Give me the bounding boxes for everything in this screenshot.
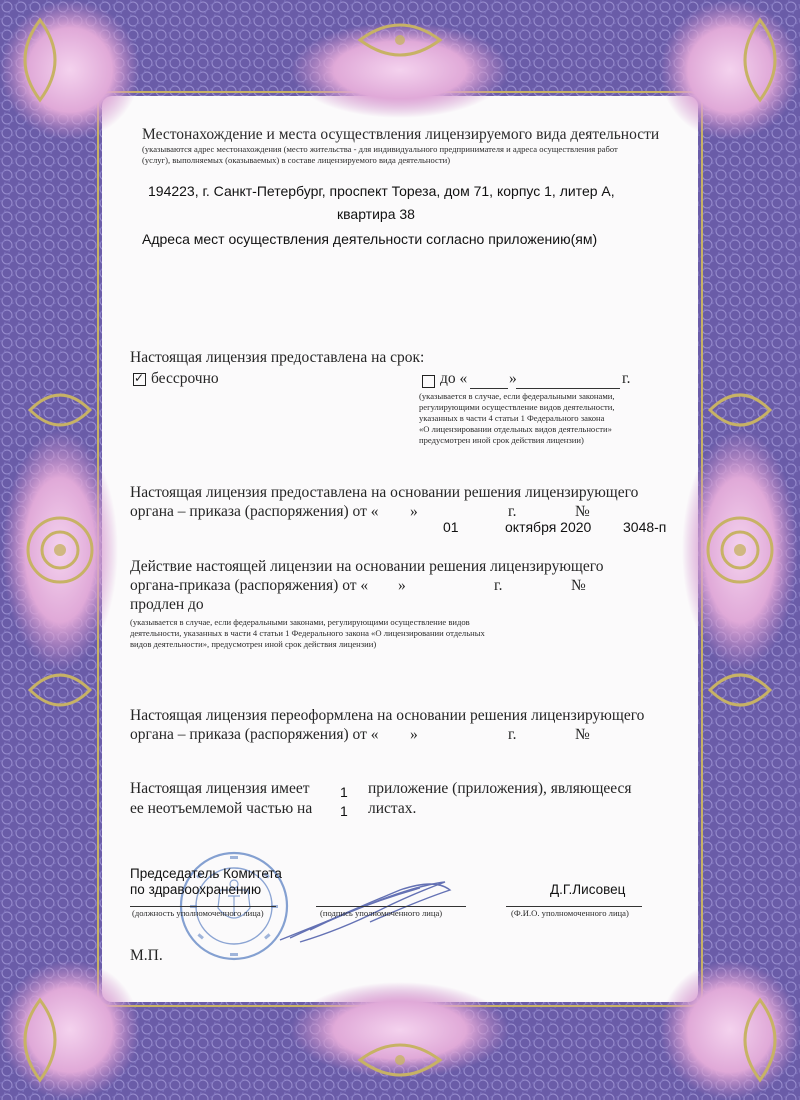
address-line-1: 194223, г. Санкт-Петербург, проспект Тореза, дом 71, корпус 1, литер А, bbox=[148, 183, 615, 199]
extend-note-3: видов деятельности», предусмотрен иной срок действия лицензии) bbox=[130, 639, 377, 649]
signer-name: Д.Г.Лисовец bbox=[550, 882, 626, 897]
extend-line-1: Действие настоящей лицензии на основании решения лицензирующего bbox=[130, 558, 604, 575]
extend-note-2: деятельности, указанных в части 4 статьи 1 Федерального закона «О лицензировании отдельных bbox=[130, 628, 485, 638]
caption-position: (должность уполномоченного лица) bbox=[132, 908, 264, 918]
term-note-5: предусмотрен иной срок действия лицензии) bbox=[419, 435, 584, 445]
extend-line-3: продлен до bbox=[130, 596, 204, 613]
caption-signature: (подпись уполномоченного лица) bbox=[320, 908, 443, 918]
term-note-3: указанных в части 4 статьи 1 Федерального закона bbox=[419, 413, 605, 423]
caption-name: (Ф.И.О. уполномоченного лица) bbox=[511, 908, 629, 918]
term-note-2: регулирующими осуществление видов деятельности, bbox=[419, 402, 615, 412]
name-line bbox=[506, 906, 642, 907]
annex-line-2a: ее неотъемлемой частью на bbox=[130, 800, 313, 817]
basis-line-2: органа – приказа (распоряжения) от « bbox=[130, 503, 379, 520]
reissue-quote-close: » bbox=[410, 726, 418, 743]
term-until-prefix: до « bbox=[440, 370, 468, 387]
basis-line-1: Настоящая лицензия предоставлена на основании решения лицензирующего bbox=[130, 484, 639, 501]
reissue-g: г. bbox=[508, 726, 517, 743]
signer-title-2: по здравоохранению bbox=[130, 882, 262, 897]
annex-count: 1 bbox=[340, 784, 348, 800]
term-note-1: (указывается в случае, если федеральными законами, bbox=[419, 391, 615, 401]
term-note-4: «О лицензировании отдельных видов деятельности» bbox=[419, 424, 612, 434]
check-icon: ✓ bbox=[134, 371, 145, 385]
annex-sheets: 1 bbox=[340, 803, 348, 819]
term-unlimited-label: бессрочно bbox=[151, 370, 219, 387]
location-note-2: (услуг), выполняемых (оказываемых) в составе лицензируемого вида деятельности) bbox=[142, 155, 451, 165]
term-heading: Настоящая лицензия предоставлена на срок: bbox=[130, 349, 425, 366]
address-line-2: квартира 38 bbox=[337, 206, 415, 222]
extend-note-1: (указывается в случае, если федеральными законами, регулирующими осуществление видов bbox=[130, 617, 470, 627]
basis-month-year: октября 2020 bbox=[505, 519, 592, 535]
signature-line bbox=[316, 906, 466, 907]
extend-quote-close: » bbox=[398, 577, 406, 594]
location-heading: Местонахождение и места осуществления лицензируемого вида деятельности bbox=[142, 126, 660, 143]
annex-line-2b: листах. bbox=[368, 800, 417, 817]
basis-day: 01 bbox=[443, 519, 459, 535]
term-until-date-line bbox=[516, 388, 620, 389]
basis-g: г. bbox=[508, 503, 517, 520]
extend-no: № bbox=[571, 577, 586, 594]
term-until-mid: » bbox=[509, 370, 517, 387]
address-line-3: Адреса мест осуществления деятельности согласно приложению(ям) bbox=[142, 231, 598, 247]
basis-no: № bbox=[575, 503, 590, 520]
mp-label: М.П. bbox=[130, 947, 163, 964]
reissue-line-1: Настоящая лицензия переоформлена на основании решения лицензирующего bbox=[130, 707, 645, 724]
signer-title-1: Председатель Комитета bbox=[130, 866, 282, 881]
term-until-checkbox[interactable] bbox=[422, 375, 435, 388]
extend-line-2: органа-приказа (распоряжения) от « bbox=[130, 577, 369, 594]
extend-g: г. bbox=[494, 577, 503, 594]
term-until-day-line bbox=[470, 388, 508, 389]
basis-quote-close: » bbox=[410, 503, 418, 520]
reissue-line-2: органа – приказа (распоряжения) от « bbox=[130, 726, 379, 743]
reissue-no: № bbox=[575, 726, 590, 743]
basis-number: 3048-п bbox=[623, 519, 667, 535]
position-line bbox=[130, 906, 276, 907]
location-note-1: (указываются адрес местонахождения (место жительства - для индивидуального предпринимателя и адреса осуществления работ bbox=[142, 144, 618, 154]
term-until-suffix: г. bbox=[622, 370, 631, 387]
annex-line-1b: приложение (приложения), являющееся bbox=[368, 780, 632, 797]
annex-line-1a: Настоящая лицензия имеет bbox=[130, 780, 310, 797]
